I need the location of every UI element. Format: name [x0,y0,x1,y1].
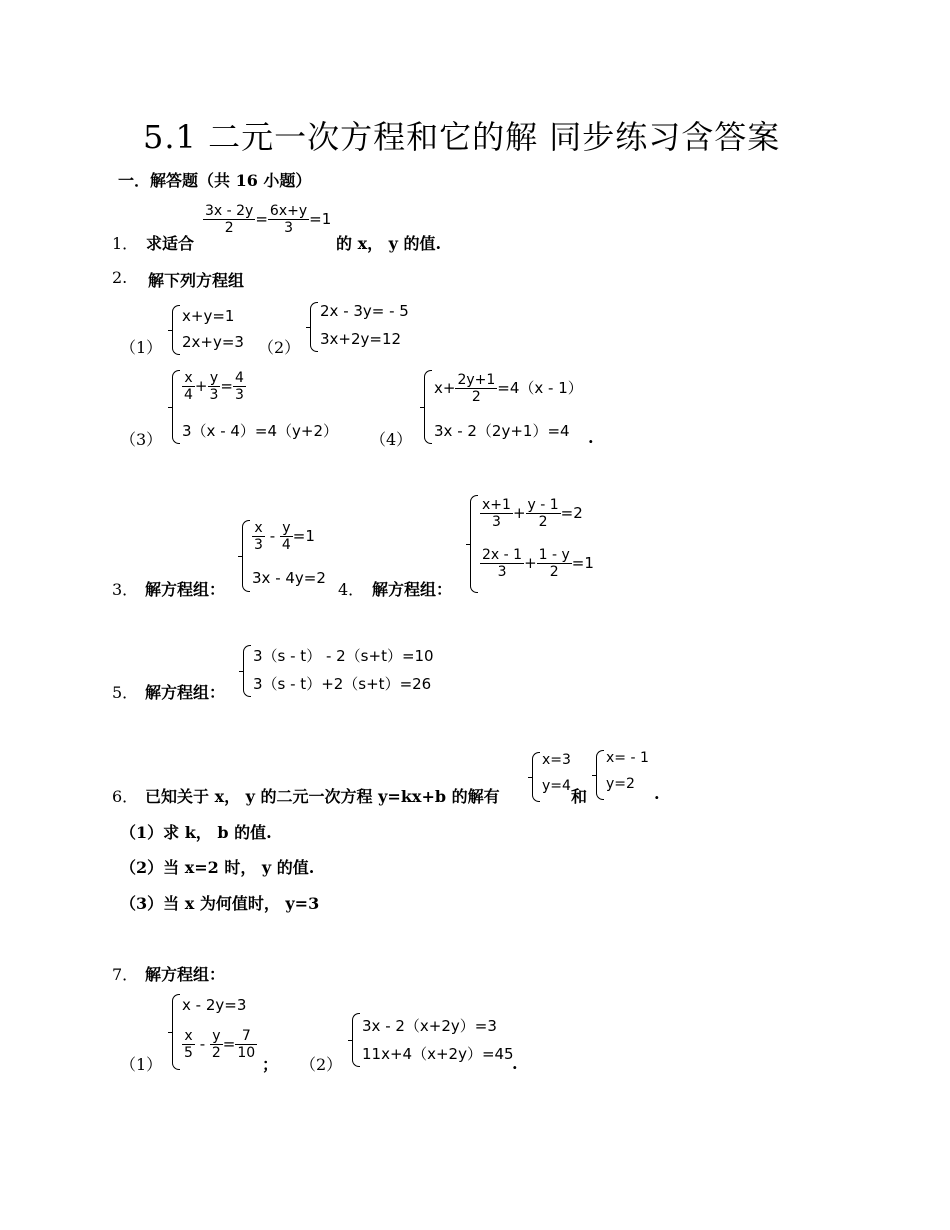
equation-system: $\frac{x}{4}$ + $\frac{y}{3}$ = $\frac{4}{3}$ 3（x - 4）=4（y+2） [172,370,347,444]
equation-system: x - 2y=3 $\frac{x}{5}$ - $\frac{y}{2}$ = $\frac{7}{10}$ [172,994,272,1070]
part-label: （2） [300,1055,343,1074]
equation-system: 3x - 2（x+2y）=3 11x+4（x+2y）=45 [352,1013,512,1067]
conjunction: 和 [571,787,588,806]
part-label: （4） [370,430,413,449]
equation-system: x+y=1 2x+y=3 [172,305,252,355]
question-number: 3． [112,580,139,599]
question-number: 2. [112,268,128,287]
question-number: 6． [112,787,139,806]
solution-pair: x=3 y=4 [532,752,582,802]
part-label: （1） [120,338,163,357]
question-text: 解方程组： [145,580,226,599]
question-number: 4． [338,580,365,599]
equation-system: $\frac{x}{3}$ - $\frac{y}{4}$ =1 3x - 4y=2 [242,520,337,592]
question-number: 5． [112,683,139,702]
period: . [654,784,660,803]
equation-system: 3（s - t） - 2（s+t）=10 3（s - t）+2（s+t）=26 [243,645,473,697]
period: . [588,428,594,447]
question-number: 7． [112,965,139,984]
section-heading: 一．解答题（共 16 小题） [118,171,312,190]
question-text: 解方程组： [145,965,226,984]
question-text: 解方程组： [145,683,226,702]
equation: $\frac{3x - 2y}{2}$ = $\frac{6x+y}{3}$ =1 [205,203,332,236]
equation-system: x+ $\frac{2y+1}{2}$ =4（x - 1） 3x - 2（2y+1）=4 [424,370,584,444]
solution-pair: x= - 1 y=2 [596,750,656,800]
sub-question: （3）当 x 为何值时， y=3 [120,894,320,913]
part-label: （3） [120,430,163,449]
page-title: 5.1 二元一次方程和它的解 同步练习含答案 [143,118,781,156]
period: . [512,1054,518,1073]
question-number: 1． [112,234,139,253]
question-text: 已知关于 x， y 的二元一次方程 y=kx+b 的解有 [145,787,500,806]
part-label: （2） [258,338,301,357]
question-text: 解下列方程组 [148,271,245,290]
sub-question: （1）求 k， b 的值. [120,823,272,842]
question-text: 求适合 [146,234,195,253]
question-text: 的 x， y 的值. [336,234,442,253]
equation-system: $\frac{x+1}{3}$ + $\frac{y - 1}{2}$ =2 $\frac{2x - 1}{3}$ + $\frac{1 - y}{2}$ =1 [470,495,610,593]
sub-question: （2）当 x=2 时， y 的值. [120,858,315,877]
part-label: （1） [120,1055,163,1074]
question-text: 解方程组： [372,580,453,599]
semicolon: ； [262,1055,279,1074]
equation-system: 2x - 3y= - 5 3x+2y=12 [310,302,420,352]
